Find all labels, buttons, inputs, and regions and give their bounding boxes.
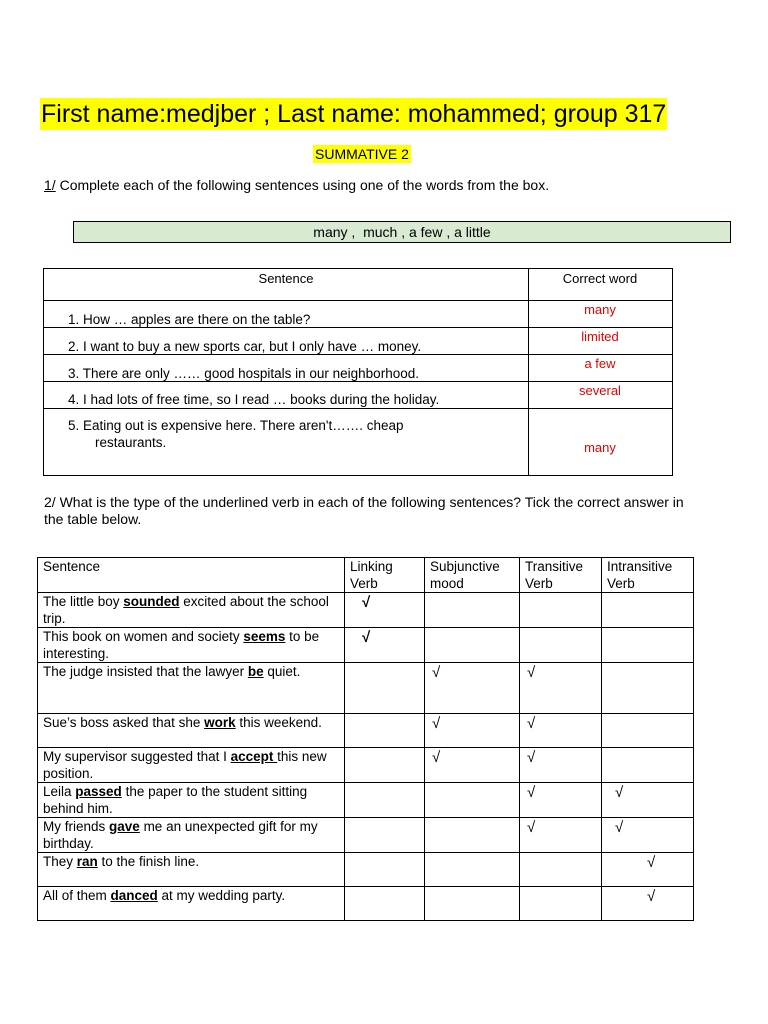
checkmark-icon: √ <box>527 715 536 732</box>
tick-cell-subjunctive-mood <box>425 887 520 921</box>
tick-cell-linking-verb <box>345 818 425 853</box>
sentence-cell <box>38 714 345 748</box>
tick-cell-intransitive-verb <box>602 818 694 853</box>
checkmark-icon: √ <box>527 819 536 836</box>
column-header-sentence: Sentence <box>38 558 345 593</box>
tick-cell-subjunctive-mood <box>425 663 520 714</box>
sentence-cell <box>38 593 345 628</box>
question-1-number: 1/ <box>44 177 56 193</box>
sentence-text: the paper to the student sitting behind him. <box>43 784 308 816</box>
column-header-linking-verb: Linking Verb <box>345 558 425 593</box>
table-row <box>38 628 694 663</box>
table-row <box>38 783 694 818</box>
tick-cell-intransitive-verb <box>602 887 694 921</box>
sentence-text: This book on women and society <box>43 629 244 644</box>
question-1-text: Complete each of the following sentences using one of the words from the box. <box>55 177 550 193</box>
table-row <box>38 818 694 853</box>
underlined-verb: sounded <box>123 594 180 609</box>
tick-cell-linking-verb <box>345 887 425 921</box>
table-row <box>38 593 694 628</box>
table-row <box>38 887 694 921</box>
checkmark-icon: √ <box>432 715 441 732</box>
checkmark-icon: √ <box>432 749 441 766</box>
tick-cell-linking-verb <box>345 628 425 663</box>
underlined-verb: seems <box>243 629 286 644</box>
tick-cell-intransitive-verb <box>602 714 694 748</box>
tick-cell-transitive-verb <box>520 818 602 853</box>
sentence-text: Sue’s boss asked that she <box>43 715 205 730</box>
checkmark-icon: √ <box>527 749 536 766</box>
column-header-correct-word: Correct word <box>562 271 638 286</box>
tick-cell-subjunctive-mood <box>425 818 520 853</box>
sentence-text: excited about the school trip. <box>43 594 329 626</box>
tick-cell-linking-verb <box>345 714 425 748</box>
table-row-sentence: 3. There are only …… good hospitals in our neighborhood. <box>68 366 419 381</box>
tick-cell-linking-verb <box>345 593 425 628</box>
table-divider <box>44 300 672 301</box>
tick-cell-linking-verb <box>345 783 425 818</box>
column-header-transitive-verb: Transitive Verb <box>520 558 602 593</box>
sentence-cell <box>38 853 345 887</box>
tick-cell-intransitive-verb <box>602 628 694 663</box>
sentence-cell <box>38 628 345 663</box>
answer-text: many <box>584 440 616 455</box>
underlined-verb: be <box>247 664 264 679</box>
checkmark-icon: √ <box>362 594 371 611</box>
answer-text: many <box>584 302 616 317</box>
sentence-text: this new position. <box>43 749 327 781</box>
tick-cell-intransitive-verb <box>602 663 694 714</box>
table-header-row <box>38 558 694 593</box>
table-row-sentence: 1. How … apples are there on the table? <box>68 312 311 327</box>
tick-cell-transitive-verb <box>520 887 602 921</box>
tick-cell-transitive-verb <box>520 714 602 748</box>
sentence-text: this weekend. <box>235 715 322 730</box>
underlined-verb: ran <box>76 854 98 869</box>
sentence-cell <box>38 663 345 714</box>
table-row <box>38 714 694 748</box>
sentence-text: Leila <box>43 784 76 799</box>
column-header-sentence: Sentence <box>258 271 314 286</box>
sentence-text: The little boy <box>43 594 124 609</box>
checkmark-icon: √ <box>432 664 441 681</box>
page-title: First name:medjber ; Last name: mohammed; group 317 <box>41 100 667 128</box>
answer-text: several <box>579 383 621 398</box>
tick-cell-transitive-verb <box>520 663 602 714</box>
sentence-text: to the finish line. <box>97 854 200 869</box>
sentence-text: My friends <box>43 819 110 834</box>
table-row <box>38 853 694 887</box>
tick-cell-subjunctive-mood <box>425 593 520 628</box>
tick-cell-subjunctive-mood <box>425 748 520 783</box>
checkmark-icon: √ <box>615 819 624 836</box>
answer-text: a few <box>584 356 616 371</box>
verb-type-table <box>37 557 694 921</box>
tick-cell-linking-verb <box>345 663 425 714</box>
underlined-verb: passed <box>75 784 122 799</box>
sentence-text: My supervisor suggested that I <box>43 749 231 764</box>
table-divider <box>44 408 672 409</box>
checkmark-icon: √ <box>647 854 656 871</box>
tick-cell-transitive-verb <box>520 593 602 628</box>
underlined-verb: gave <box>109 819 140 834</box>
column-header-subjunctive-mood: Subjunctive mood <box>425 558 520 593</box>
tick-cell-linking-verb <box>345 748 425 783</box>
tick-cell-transitive-verb <box>520 853 602 887</box>
word-box: many , much , a few , a little <box>73 221 731 243</box>
tick-cell-subjunctive-mood <box>425 628 520 663</box>
checkmark-icon: √ <box>647 888 656 905</box>
sentence-text: quiet. <box>263 664 301 679</box>
sentence-text: me an unexpected gift for my birthday. <box>43 819 318 851</box>
tick-cell-subjunctive-mood <box>425 714 520 748</box>
sentence-text: They <box>43 854 77 869</box>
sentence-cell <box>38 887 345 921</box>
answer-text: limited <box>581 329 619 344</box>
tick-cell-intransitive-verb <box>602 593 694 628</box>
sentence-text: to be interesting. <box>43 629 320 661</box>
sentence-text: The judge insisted that the lawyer <box>43 664 248 679</box>
tick-cell-subjunctive-mood <box>425 783 520 818</box>
sentence-text: All of them <box>43 888 111 903</box>
column-header-intransitive-verb: Intransitive Verb <box>602 558 694 593</box>
tick-cell-subjunctive-mood <box>425 853 520 887</box>
checkmark-icon: √ <box>362 629 371 646</box>
tick-cell-intransitive-verb <box>602 748 694 783</box>
tick-cell-linking-verb <box>345 853 425 887</box>
sentence-completion-table <box>43 268 673 476</box>
table-row-sentence: 5. Eating out is expensive here. There aren't……. cheap <box>68 418 404 433</box>
checkmark-icon: √ <box>615 784 624 801</box>
tick-cell-transitive-verb <box>520 748 602 783</box>
sentence-cell <box>38 748 345 783</box>
sentence-text: at my wedding party. <box>157 888 286 903</box>
sentence-cell <box>38 818 345 853</box>
underlined-verb: accept <box>230 749 278 764</box>
checkmark-icon: √ <box>527 664 536 681</box>
question-1-instruction <box>44 176 549 194</box>
underlined-verb: work <box>204 715 236 730</box>
table-row <box>38 748 694 783</box>
checkmark-icon: √ <box>527 784 536 801</box>
table-row <box>38 663 694 714</box>
table-row-sentence: 2. I want to buy a new sports car, but I only have … money. <box>68 339 422 354</box>
sentence-cell <box>38 783 345 818</box>
question-2-instruction: 2/ What is the type of the underlined verb in each of the following sentences? Tick the correct answer in the table below. <box>44 494 684 527</box>
tick-cell-intransitive-verb <box>602 783 694 818</box>
table-row-sentence: 4. I had lots of free time, so I read … books during the holiday. <box>68 392 440 407</box>
subtitle: SUMMATIVE 2 <box>315 146 409 162</box>
table-row-sentence-continuation: restaurants. <box>95 435 167 450</box>
tick-cell-transitive-verb <box>520 628 602 663</box>
underlined-verb: danced <box>110 888 158 903</box>
tick-cell-transitive-verb <box>520 783 602 818</box>
tick-cell-intransitive-verb <box>602 853 694 887</box>
